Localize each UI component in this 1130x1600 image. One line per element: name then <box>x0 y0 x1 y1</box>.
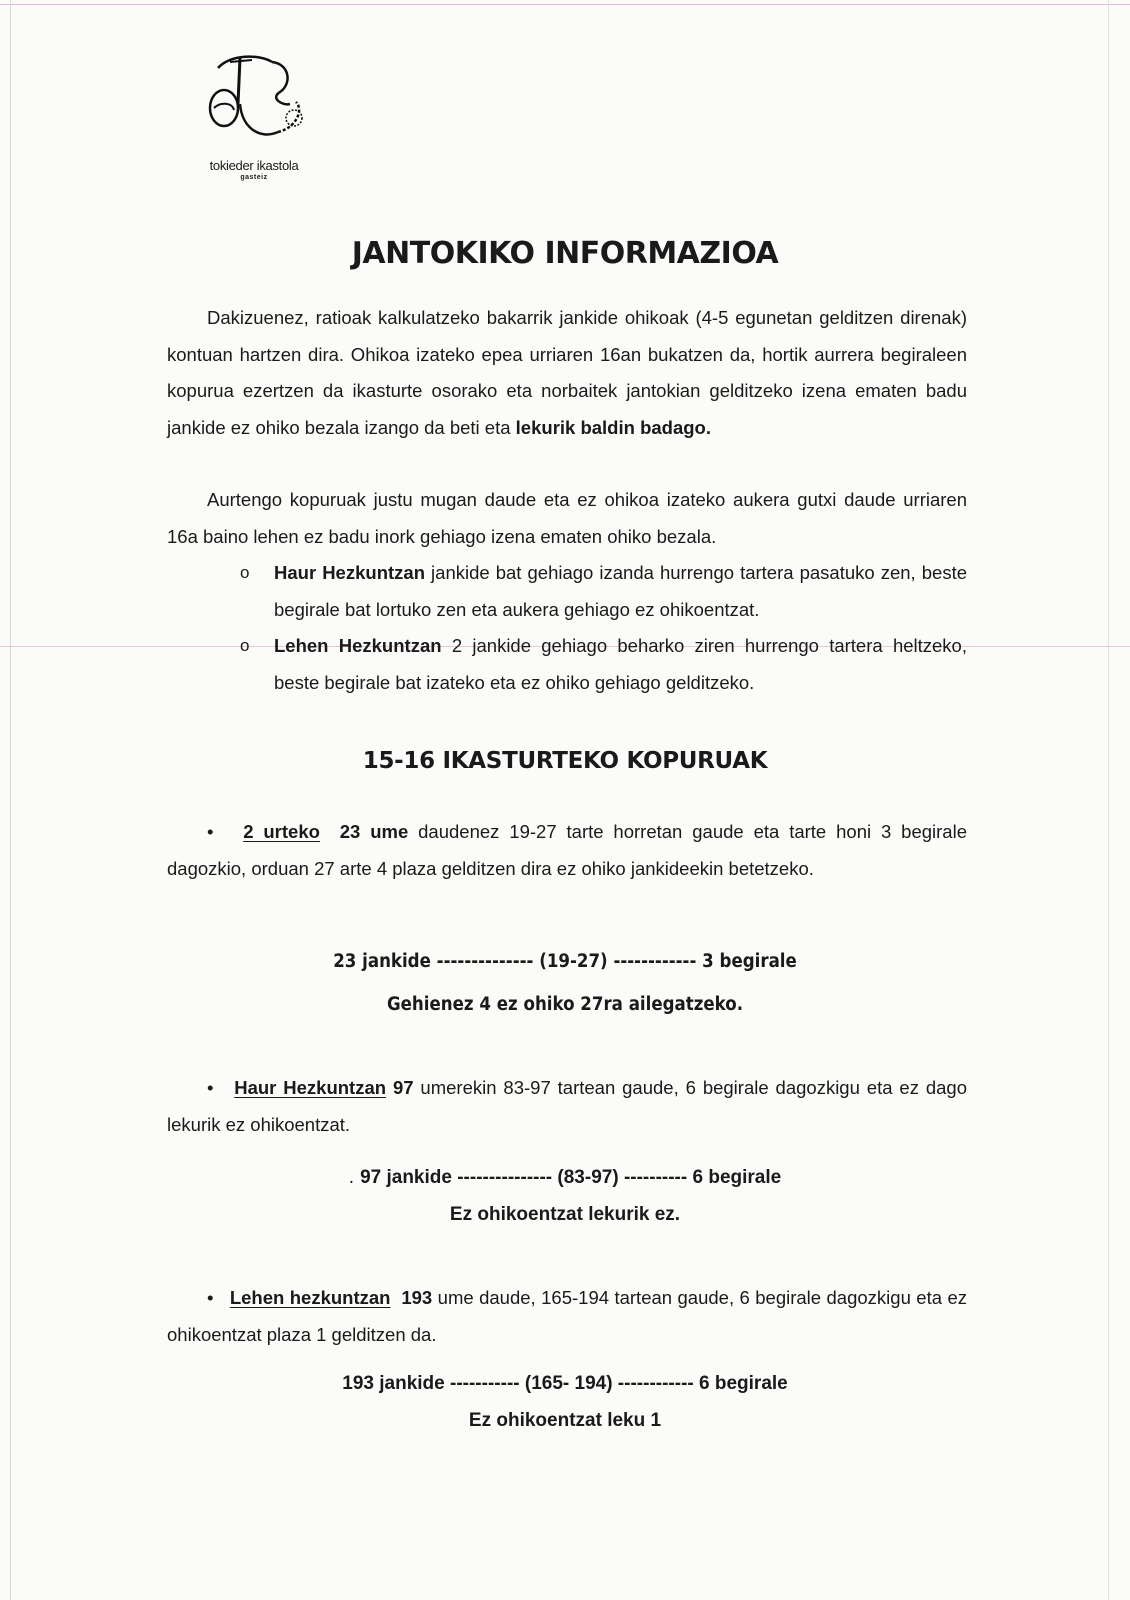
group-text: umerekin 83-97 tartean gaude, 6 begirale dagozkigu eta ez dago lekurik ez ohikoentzat. <box>167 1077 968 1135</box>
group-label: Lehen hezkuntzan <box>229 1287 391 1308</box>
logo-te-mark-icon <box>200 48 310 148</box>
summary-prefix: . <box>348 1167 355 1188</box>
summary-note: Ez ohikoentzat lekurik ez. <box>449 1204 681 1225</box>
circle-bullet-icon: o <box>240 636 250 655</box>
intro-paragraph-1-bold: lekurik baldin badago. <box>515 416 711 438</box>
list-item-bold: Haur Hezkuntzan <box>274 562 425 583</box>
section-title: 15-16 IKASTURTEKO KOPURUAK <box>362 748 768 774</box>
summary-line: 23 jankide -------------- (19-27) ------------ 3 begirale <box>333 951 797 972</box>
group-label: 2 urteko <box>243 821 320 842</box>
circle-bullet-icon: o <box>240 563 250 582</box>
group-paragraph-2-urteko <box>167 814 967 887</box>
list-item <box>238 555 967 628</box>
logo-name: tokieder ikastola <box>209 158 299 173</box>
intro-paragraph-1 <box>167 300 967 446</box>
summary-line: 193 jankide ----------- (165- 194) ------------ 6 begirale <box>342 1373 788 1394</box>
group-paragraph-haur <box>167 1070 967 1143</box>
logo-subtitle: gasteiz <box>240 174 268 181</box>
group-label: Haur Hezkuntzan <box>234 1077 387 1098</box>
list-item <box>238 628 967 701</box>
group-text: ume daude, 165-194 tartean gaude, 6 begirale dagozkigu eta ez ohikoentzat plaza 1 gelditzen da. <box>167 1287 967 1345</box>
scan-edge-top <box>0 4 1130 5</box>
group-paragraph-lehen <box>167 1280 967 1353</box>
summary-note: Ez ohikoentzat leku 1 <box>468 1410 662 1431</box>
group-count: 193 <box>401 1287 433 1308</box>
document-title: JANTOKIKO INFORMAZIOA <box>351 236 779 271</box>
group-count: 97 <box>392 1077 414 1098</box>
sub-list <box>238 555 967 701</box>
summary-line-row <box>0 1167 1130 1189</box>
intro-paragraph-2: Aurtengo kopuruak justu mugan daude eta ez ohikoa izateko aukera gutxi daude urriaren 16a baino lehen ez badu inork gehiago izena ematen ohiko bezala. <box>167 489 967 547</box>
school-logo <box>192 48 322 188</box>
intro-paragraph-1-text: Dakizuenez, ratioak kalkulatzeko bakarrik jankide ohikoak (4-5 egunetan gelditzen direnak) kontuan hartzen dira. Ohikoa izateko epea urriaren 16an bukatzen da, hortik aurrera begiraleen kopurua ezertzen da ikasturte osorako eta norbaitek jantokian gelditzeko izena ematen badu jankide ez ohiko bezala izango da beti eta <box>167 307 967 438</box>
list-item-text: jankide bat gehiago izanda hurrengo tartera pasatuko zen, beste begirale bat lortuko zen eta aukera gehiago ez ohikoentzat. <box>274 562 968 620</box>
group-count: 23 ume <box>339 821 409 842</box>
bullet-icon: • <box>207 1077 214 1098</box>
summary-line: 97 jankide --------------- (83-97) ---------- 6 begirale <box>360 1167 782 1188</box>
group-text: daudenez 19-27 tarte horretan gaude eta tarte honi 3 begirale dagozkio, orduan 27 arte 4 plaza gelditzen dira ez ohiko jankideekin betetzeko. <box>167 821 967 879</box>
bullet-icon: • <box>207 1287 214 1308</box>
bullet-icon: • <box>207 821 214 842</box>
list-item-text: 2 jankide gehiago beharko ziren hurrengo tartera heltzeko, beste begirale bat izateko eta ez ohiko gehiago gelditzeko. <box>274 635 967 693</box>
summary-note: Gehienez 4 ez ohiko 27ra ailegatzeko. <box>386 994 744 1015</box>
list-item-bold: Lehen Hezkuntzan <box>274 635 442 656</box>
